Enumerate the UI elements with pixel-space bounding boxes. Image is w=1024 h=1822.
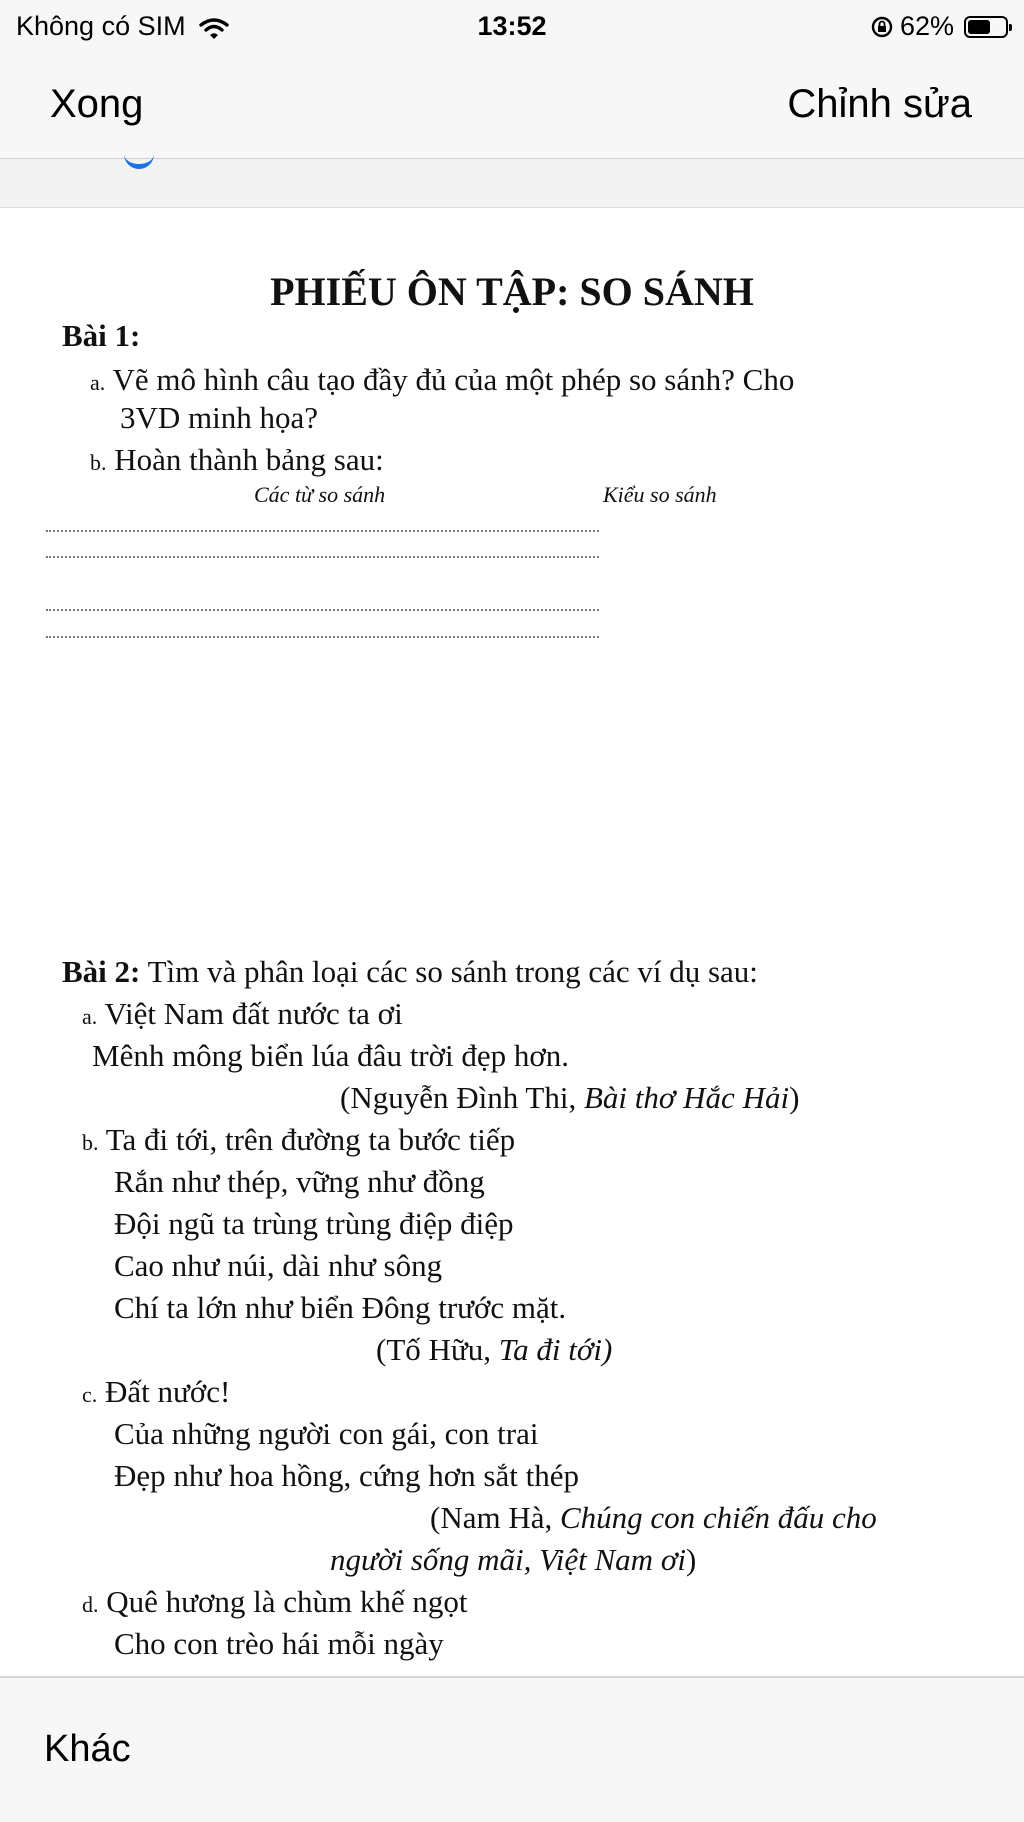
example-d-line (82, 1584, 467, 1620)
source-work: Chúng con chiến đấu cho (559, 1500, 877, 1535)
poem-source (376, 1332, 612, 1368)
exercise-1a (90, 362, 794, 398)
battery-percent: 62% (899, 11, 954, 41)
more-button[interactable]: Khác (44, 1728, 131, 1770)
battery-icon (964, 16, 1008, 38)
edit-button[interactable]: Chỉnh sửa (787, 82, 972, 126)
bottom-toolbar (0, 1676, 1024, 1822)
source-author: (Nguyễn Đình Thi, (340, 1080, 577, 1115)
dotted-answer-line (46, 609, 599, 611)
item-marker: d. (82, 1592, 99, 1617)
source-work: người sống mãi, Việt Nam ơi (330, 1542, 686, 1577)
item-marker: a. (82, 1004, 98, 1029)
exercise-1-heading: Bài 1: (62, 318, 141, 353)
preview-top-band (0, 159, 1024, 208)
poem-line: Chí ta lớn như biển Đông trước mặt. (114, 1290, 567, 1325)
battery-group (870, 11, 1008, 42)
dotted-answer-line (46, 556, 599, 558)
done-button[interactable]: Xong (50, 82, 144, 126)
item-marker: a. (90, 370, 106, 395)
poem-line: Của những người con gái, con trai (114, 1416, 539, 1451)
clock: 13:52 (477, 11, 547, 41)
poem-line: Đội ngũ ta trùng trùng điệp điệp (114, 1206, 514, 1241)
poem-line: Đẹp như hoa hồng, cứng hơn sắt thép (114, 1458, 579, 1493)
navigation-bar (0, 54, 1024, 159)
source-work: Bài thơ Hắc Hải (583, 1080, 790, 1115)
example-a-line (82, 996, 403, 1032)
source-close: ) (685, 1542, 697, 1577)
example-b-line (82, 1122, 515, 1158)
exercise-1a-text: Vẽ mô hình câu tạo đầy đủ của một phép so sánh? Cho (112, 362, 795, 397)
poem-source-continued (330, 1542, 696, 1578)
exercise-1b-text: Hoàn thành bảng sau: (114, 442, 384, 477)
example-c-line (82, 1374, 230, 1410)
worksheet-title: PHIẾU ÔN TẬP: SO SÁNH (270, 269, 754, 314)
item-marker: c. (82, 1382, 98, 1407)
orientation-lock-icon (870, 15, 894, 39)
poem-line: Cao như núi, dài như sông (114, 1248, 443, 1283)
poem-source (340, 1080, 799, 1116)
exercise-2-heading (62, 954, 758, 990)
poem-line: Rắn như thép, vững như đồng (114, 1164, 485, 1199)
dotted-answer-line (46, 530, 599, 532)
carrier-label: Không có SIM (16, 11, 186, 41)
item-marker: b. (90, 450, 107, 475)
table-column-header: Kiểu so sánh (603, 482, 717, 507)
exercise-1b (90, 442, 384, 478)
document-page[interactable] (0, 208, 1024, 1676)
exercise-2-label: Bài 2: (62, 954, 141, 989)
source-author: (Nam Hà, (430, 1500, 553, 1535)
status-bar (0, 0, 1024, 54)
exercise-2-intro: Tìm và phân loại các so sánh trong các ví dụ sau: (147, 954, 758, 989)
table-column-header: Các từ so sánh (254, 482, 386, 507)
poem-line: Ta đi tới, trên đường ta bước tiếp (105, 1122, 516, 1157)
poem-line: Cho con trèo hái mỗi ngày (114, 1626, 444, 1661)
source-work: Ta đi tới) (498, 1332, 613, 1367)
dotted-answer-line (46, 636, 599, 638)
poem-line: Đất nước! (105, 1374, 231, 1409)
poem-line: Quê hương là chùm khế ngọt (106, 1584, 468, 1619)
poem-line: Việt Nam đất nước ta ơi (104, 996, 403, 1031)
battery-tip (1009, 24, 1012, 31)
item-marker: b. (82, 1130, 99, 1155)
source-close: ) (789, 1080, 800, 1115)
source-author: (Tố Hữu, (376, 1332, 491, 1367)
poem-line: Mênh mông biển lúa đâu trời đẹp hơn. (92, 1038, 570, 1073)
poem-source (430, 1500, 877, 1536)
battery-level-fill (968, 20, 990, 34)
exercise-1a-continued: 3VD minh họa? (120, 400, 319, 435)
